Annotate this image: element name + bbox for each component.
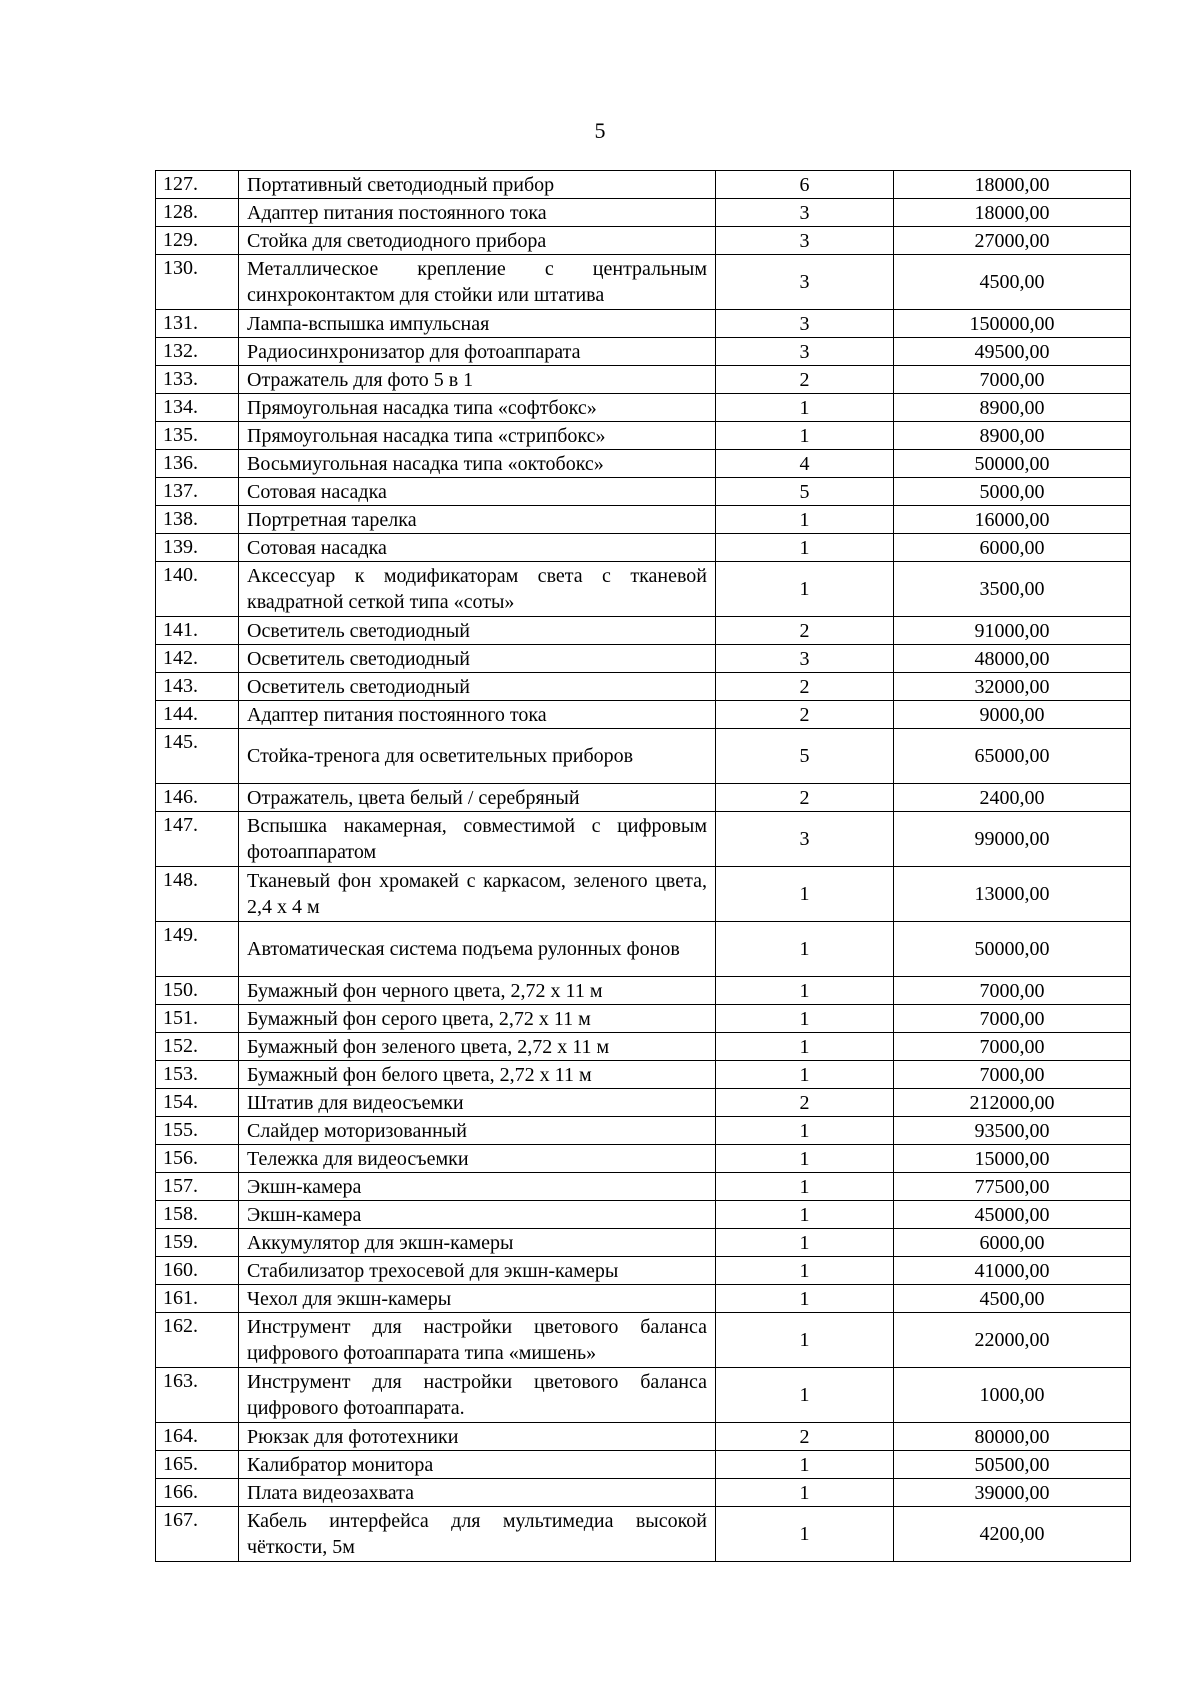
- item-price: 6000,00: [894, 1229, 1131, 1257]
- item-quantity: 3: [716, 812, 894, 867]
- item-name: Сотовая насадка: [239, 478, 716, 506]
- item-price: 45000,00: [894, 1201, 1131, 1229]
- item-name: Тканевый фон хромакей с каркасом, зеленого цвета, 2,4 х 4 м: [239, 867, 716, 922]
- item-price: 8900,00: [894, 422, 1131, 450]
- item-name: Бумажный фон черного цвета, 2,72 х 11 м: [239, 977, 716, 1005]
- table-row: [156, 1173, 1131, 1201]
- item-name: Инструмент для настройки цветового баланса цифрового фотоаппарата.: [239, 1368, 716, 1423]
- item-price: 16000,00: [894, 506, 1131, 534]
- item-number: 165.: [156, 1451, 239, 1479]
- item-number: 143.: [156, 673, 239, 701]
- item-price: 80000,00: [894, 1423, 1131, 1451]
- equipment-table: [155, 170, 1131, 1562]
- item-price: 50000,00: [894, 922, 1131, 977]
- item-number: 128.: [156, 199, 239, 227]
- item-name: Отражатель, цвета белый / серебряный: [239, 784, 716, 812]
- item-quantity: 1: [716, 1061, 894, 1089]
- item-price: 93500,00: [894, 1117, 1131, 1145]
- item-price: 9000,00: [894, 701, 1131, 729]
- item-name: Инструмент для настройки цветового баланса цифрового фотоаппарата типа «мишень»: [239, 1313, 716, 1368]
- item-number: 139.: [156, 534, 239, 562]
- item-name: Осветитель светодиодный: [239, 673, 716, 701]
- table-row: [156, 922, 1131, 977]
- table-row: [156, 1061, 1131, 1089]
- item-quantity: 1: [716, 534, 894, 562]
- item-price: 65000,00: [894, 729, 1131, 784]
- item-name: Бумажный фон серого цвета, 2,72 х 11 м: [239, 1005, 716, 1033]
- item-number: 132.: [156, 338, 239, 366]
- item-quantity: 1: [716, 1313, 894, 1368]
- item-name: Слайдер моторизованный: [239, 1117, 716, 1145]
- table-row: [156, 1479, 1131, 1507]
- item-quantity: 1: [716, 394, 894, 422]
- item-number: 153.: [156, 1061, 239, 1089]
- table-row: [156, 366, 1131, 394]
- table-row: [156, 784, 1131, 812]
- table-row: [156, 506, 1131, 534]
- item-price: 15000,00: [894, 1145, 1131, 1173]
- item-quantity: 2: [716, 366, 894, 394]
- item-price: 13000,00: [894, 867, 1131, 922]
- item-price: 18000,00: [894, 171, 1131, 199]
- table-row: [156, 1145, 1131, 1173]
- item-name: Экшн-камера: [239, 1201, 716, 1229]
- item-quantity: 2: [716, 1423, 894, 1451]
- item-quantity: 2: [716, 1089, 894, 1117]
- item-number: 135.: [156, 422, 239, 450]
- item-price: 7000,00: [894, 1033, 1131, 1061]
- item-number: 151.: [156, 1005, 239, 1033]
- item-number: 162.: [156, 1313, 239, 1368]
- item-quantity: 1: [716, 867, 894, 922]
- item-name: Прямоугольная насадка типа «стрипбокс»: [239, 422, 716, 450]
- item-number: 142.: [156, 645, 239, 673]
- item-quantity: 1: [716, 422, 894, 450]
- item-price: 27000,00: [894, 227, 1131, 255]
- item-price: 91000,00: [894, 617, 1131, 645]
- table-row: [156, 867, 1131, 922]
- item-quantity: 6: [716, 171, 894, 199]
- item-quantity: 1: [716, 1507, 894, 1562]
- item-quantity: 1: [716, 1229, 894, 1257]
- item-name: Стойка-тренога для осветительных приборов: [239, 729, 716, 784]
- table-row: [156, 1201, 1131, 1229]
- item-quantity: 1: [716, 1173, 894, 1201]
- table-row: [156, 1257, 1131, 1285]
- table-row: [156, 478, 1131, 506]
- item-number: 154.: [156, 1089, 239, 1117]
- item-price: 212000,00: [894, 1089, 1131, 1117]
- item-quantity: 1: [716, 1285, 894, 1313]
- item-number: 144.: [156, 701, 239, 729]
- item-price: 18000,00: [894, 199, 1131, 227]
- item-name: Аксессуар к модификаторам света с тканевой квадратной сеткой типа «соты»: [239, 562, 716, 617]
- table-row: [156, 1423, 1131, 1451]
- item-name: Чехол для экшн-камеры: [239, 1285, 716, 1313]
- table-row: [156, 1117, 1131, 1145]
- item-number: 133.: [156, 366, 239, 394]
- table-row: [156, 534, 1131, 562]
- item-name: Стабилизатор трехосевой для экшн-камеры: [239, 1257, 716, 1285]
- item-name: Портативный светодиодный прибор: [239, 171, 716, 199]
- item-quantity: 1: [716, 506, 894, 534]
- item-price: 150000,00: [894, 310, 1131, 338]
- item-price: 41000,00: [894, 1257, 1131, 1285]
- table-row: [156, 812, 1131, 867]
- item-price: 7000,00: [894, 1061, 1131, 1089]
- item-quantity: 1: [716, 1005, 894, 1033]
- item-number: 150.: [156, 977, 239, 1005]
- item-name: Плата видеозахвата: [239, 1479, 716, 1507]
- item-number: 157.: [156, 1173, 239, 1201]
- item-number: 131.: [156, 310, 239, 338]
- item-price: 1000,00: [894, 1368, 1131, 1423]
- item-number: 136.: [156, 450, 239, 478]
- item-price: 5000,00: [894, 478, 1131, 506]
- table-row: [156, 1507, 1131, 1562]
- item-quantity: 3: [716, 645, 894, 673]
- item-number: 146.: [156, 784, 239, 812]
- table-row: [156, 1089, 1131, 1117]
- item-name: Радиосинхронизатор для фотоаппарата: [239, 338, 716, 366]
- table-row: [156, 729, 1131, 784]
- table-row: [156, 1033, 1131, 1061]
- item-price: 48000,00: [894, 645, 1131, 673]
- item-name: Адаптер питания постоянного тока: [239, 701, 716, 729]
- item-price: 49500,00: [894, 338, 1131, 366]
- item-number: 134.: [156, 394, 239, 422]
- item-price: 7000,00: [894, 1005, 1131, 1033]
- item-number: 158.: [156, 1201, 239, 1229]
- table-row: [156, 255, 1131, 310]
- item-quantity: 1: [716, 1479, 894, 1507]
- item-quantity: 1: [716, 1145, 894, 1173]
- table-row: [156, 977, 1131, 1005]
- item-number: 163.: [156, 1368, 239, 1423]
- item-quantity: 1: [716, 562, 894, 617]
- item-number: 138.: [156, 506, 239, 534]
- item-price: 50000,00: [894, 450, 1131, 478]
- item-quantity: 3: [716, 310, 894, 338]
- item-number: 161.: [156, 1285, 239, 1313]
- item-quantity: 3: [716, 227, 894, 255]
- item-name: Отражатель для фото 5 в 1: [239, 366, 716, 394]
- item-name: Бумажный фон белого цвета, 2,72 х 11 м: [239, 1061, 716, 1089]
- item-quantity: 1: [716, 1117, 894, 1145]
- item-number: 149.: [156, 922, 239, 977]
- item-name: Бумажный фон зеленого цвета, 2,72 х 11 м: [239, 1033, 716, 1061]
- item-name: Калибратор монитора: [239, 1451, 716, 1479]
- item-number: 164.: [156, 1423, 239, 1451]
- item-quantity: 3: [716, 255, 894, 310]
- item-number: 156.: [156, 1145, 239, 1173]
- item-number: 152.: [156, 1033, 239, 1061]
- item-name: Аккумулятор для экшн-камеры: [239, 1229, 716, 1257]
- item-price: 6000,00: [894, 534, 1131, 562]
- item-name: Автоматическая система подъема рулонных фонов: [239, 922, 716, 977]
- table-row: [156, 227, 1131, 255]
- item-price: 50500,00: [894, 1451, 1131, 1479]
- item-number: 127.: [156, 171, 239, 199]
- page-number: 5: [594, 118, 606, 143]
- item-number: 141.: [156, 617, 239, 645]
- item-price: 7000,00: [894, 366, 1131, 394]
- item-price: 4200,00: [894, 1507, 1131, 1562]
- item-quantity: 2: [716, 784, 894, 812]
- item-quantity: 5: [716, 478, 894, 506]
- item-quantity: 1: [716, 1033, 894, 1061]
- item-quantity: 5: [716, 729, 894, 784]
- item-quantity: 3: [716, 199, 894, 227]
- item-quantity: 1: [716, 1257, 894, 1285]
- item-quantity: 2: [716, 701, 894, 729]
- item-price: 4500,00: [894, 1285, 1131, 1313]
- item-number: 140.: [156, 562, 239, 617]
- item-price: 7000,00: [894, 977, 1131, 1005]
- item-price: 77500,00: [894, 1173, 1131, 1201]
- item-quantity: 1: [716, 1451, 894, 1479]
- table-row: [156, 1285, 1131, 1313]
- table-row: [156, 1451, 1131, 1479]
- table-row: [156, 645, 1131, 673]
- item-price: 99000,00: [894, 812, 1131, 867]
- item-price: 4500,00: [894, 255, 1131, 310]
- table-row: [156, 1368, 1131, 1423]
- item-number: 159.: [156, 1229, 239, 1257]
- item-quantity: 1: [716, 1201, 894, 1229]
- item-name: Восьмиугольная насадка типа «октобокс»: [239, 450, 716, 478]
- item-name: Металлическое крепление с центральным синхроконтактом для стойки или штатива: [239, 255, 716, 310]
- table-row: [156, 199, 1131, 227]
- item-number: 130.: [156, 255, 239, 310]
- item-name: Портретная тарелка: [239, 506, 716, 534]
- item-name: Адаптер питания постоянного тока: [239, 199, 716, 227]
- item-name: Тележка для видеосъемки: [239, 1145, 716, 1173]
- table-row: [156, 562, 1131, 617]
- item-name: Осветитель светодиодный: [239, 645, 716, 673]
- equipment-table-body: [156, 171, 1131, 1562]
- item-quantity: 2: [716, 673, 894, 701]
- item-name: Стойка для светодиодного прибора: [239, 227, 716, 255]
- item-number: 155.: [156, 1117, 239, 1145]
- item-number: 137.: [156, 478, 239, 506]
- table-row: [156, 450, 1131, 478]
- table-row: [156, 617, 1131, 645]
- item-number: 147.: [156, 812, 239, 867]
- item-name: Рюкзак для фототехники: [239, 1423, 716, 1451]
- item-name: Осветитель светодиодный: [239, 617, 716, 645]
- item-name: Экшн-камера: [239, 1173, 716, 1201]
- table-row: [156, 338, 1131, 366]
- item-number: 148.: [156, 867, 239, 922]
- item-price: 8900,00: [894, 394, 1131, 422]
- item-number: 166.: [156, 1479, 239, 1507]
- item-quantity: 1: [716, 1368, 894, 1423]
- table-row: [156, 1005, 1131, 1033]
- item-number: 145.: [156, 729, 239, 784]
- item-number: 160.: [156, 1257, 239, 1285]
- item-price: 2400,00: [894, 784, 1131, 812]
- item-name: Сотовая насадка: [239, 534, 716, 562]
- item-quantity: 2: [716, 617, 894, 645]
- item-number: 167.: [156, 1507, 239, 1562]
- item-number: 129.: [156, 227, 239, 255]
- item-name: Штатив для видеосъемки: [239, 1089, 716, 1117]
- item-quantity: 3: [716, 338, 894, 366]
- item-price: 22000,00: [894, 1313, 1131, 1368]
- table-row: [156, 701, 1131, 729]
- item-quantity: 4: [716, 450, 894, 478]
- item-quantity: 1: [716, 922, 894, 977]
- item-name: Кабель интерфейса для мультимедиа высокой чёткости, 5м: [239, 1507, 716, 1562]
- table-row: [156, 310, 1131, 338]
- item-price: 39000,00: [894, 1479, 1131, 1507]
- table-row: [156, 1229, 1131, 1257]
- item-quantity: 1: [716, 977, 894, 1005]
- item-price: 32000,00: [894, 673, 1131, 701]
- table-row: [156, 394, 1131, 422]
- item-name: Вспышка накамерная, совместимой с цифровым фотоаппаратом: [239, 812, 716, 867]
- table-row: [156, 673, 1131, 701]
- table-row: [156, 422, 1131, 450]
- item-price: 3500,00: [894, 562, 1131, 617]
- table-row: [156, 1313, 1131, 1368]
- item-name: Прямоугольная насадка типа «софтбокс»: [239, 394, 716, 422]
- item-name: Лампа-вспышка импульсная: [239, 310, 716, 338]
- table-row: [156, 171, 1131, 199]
